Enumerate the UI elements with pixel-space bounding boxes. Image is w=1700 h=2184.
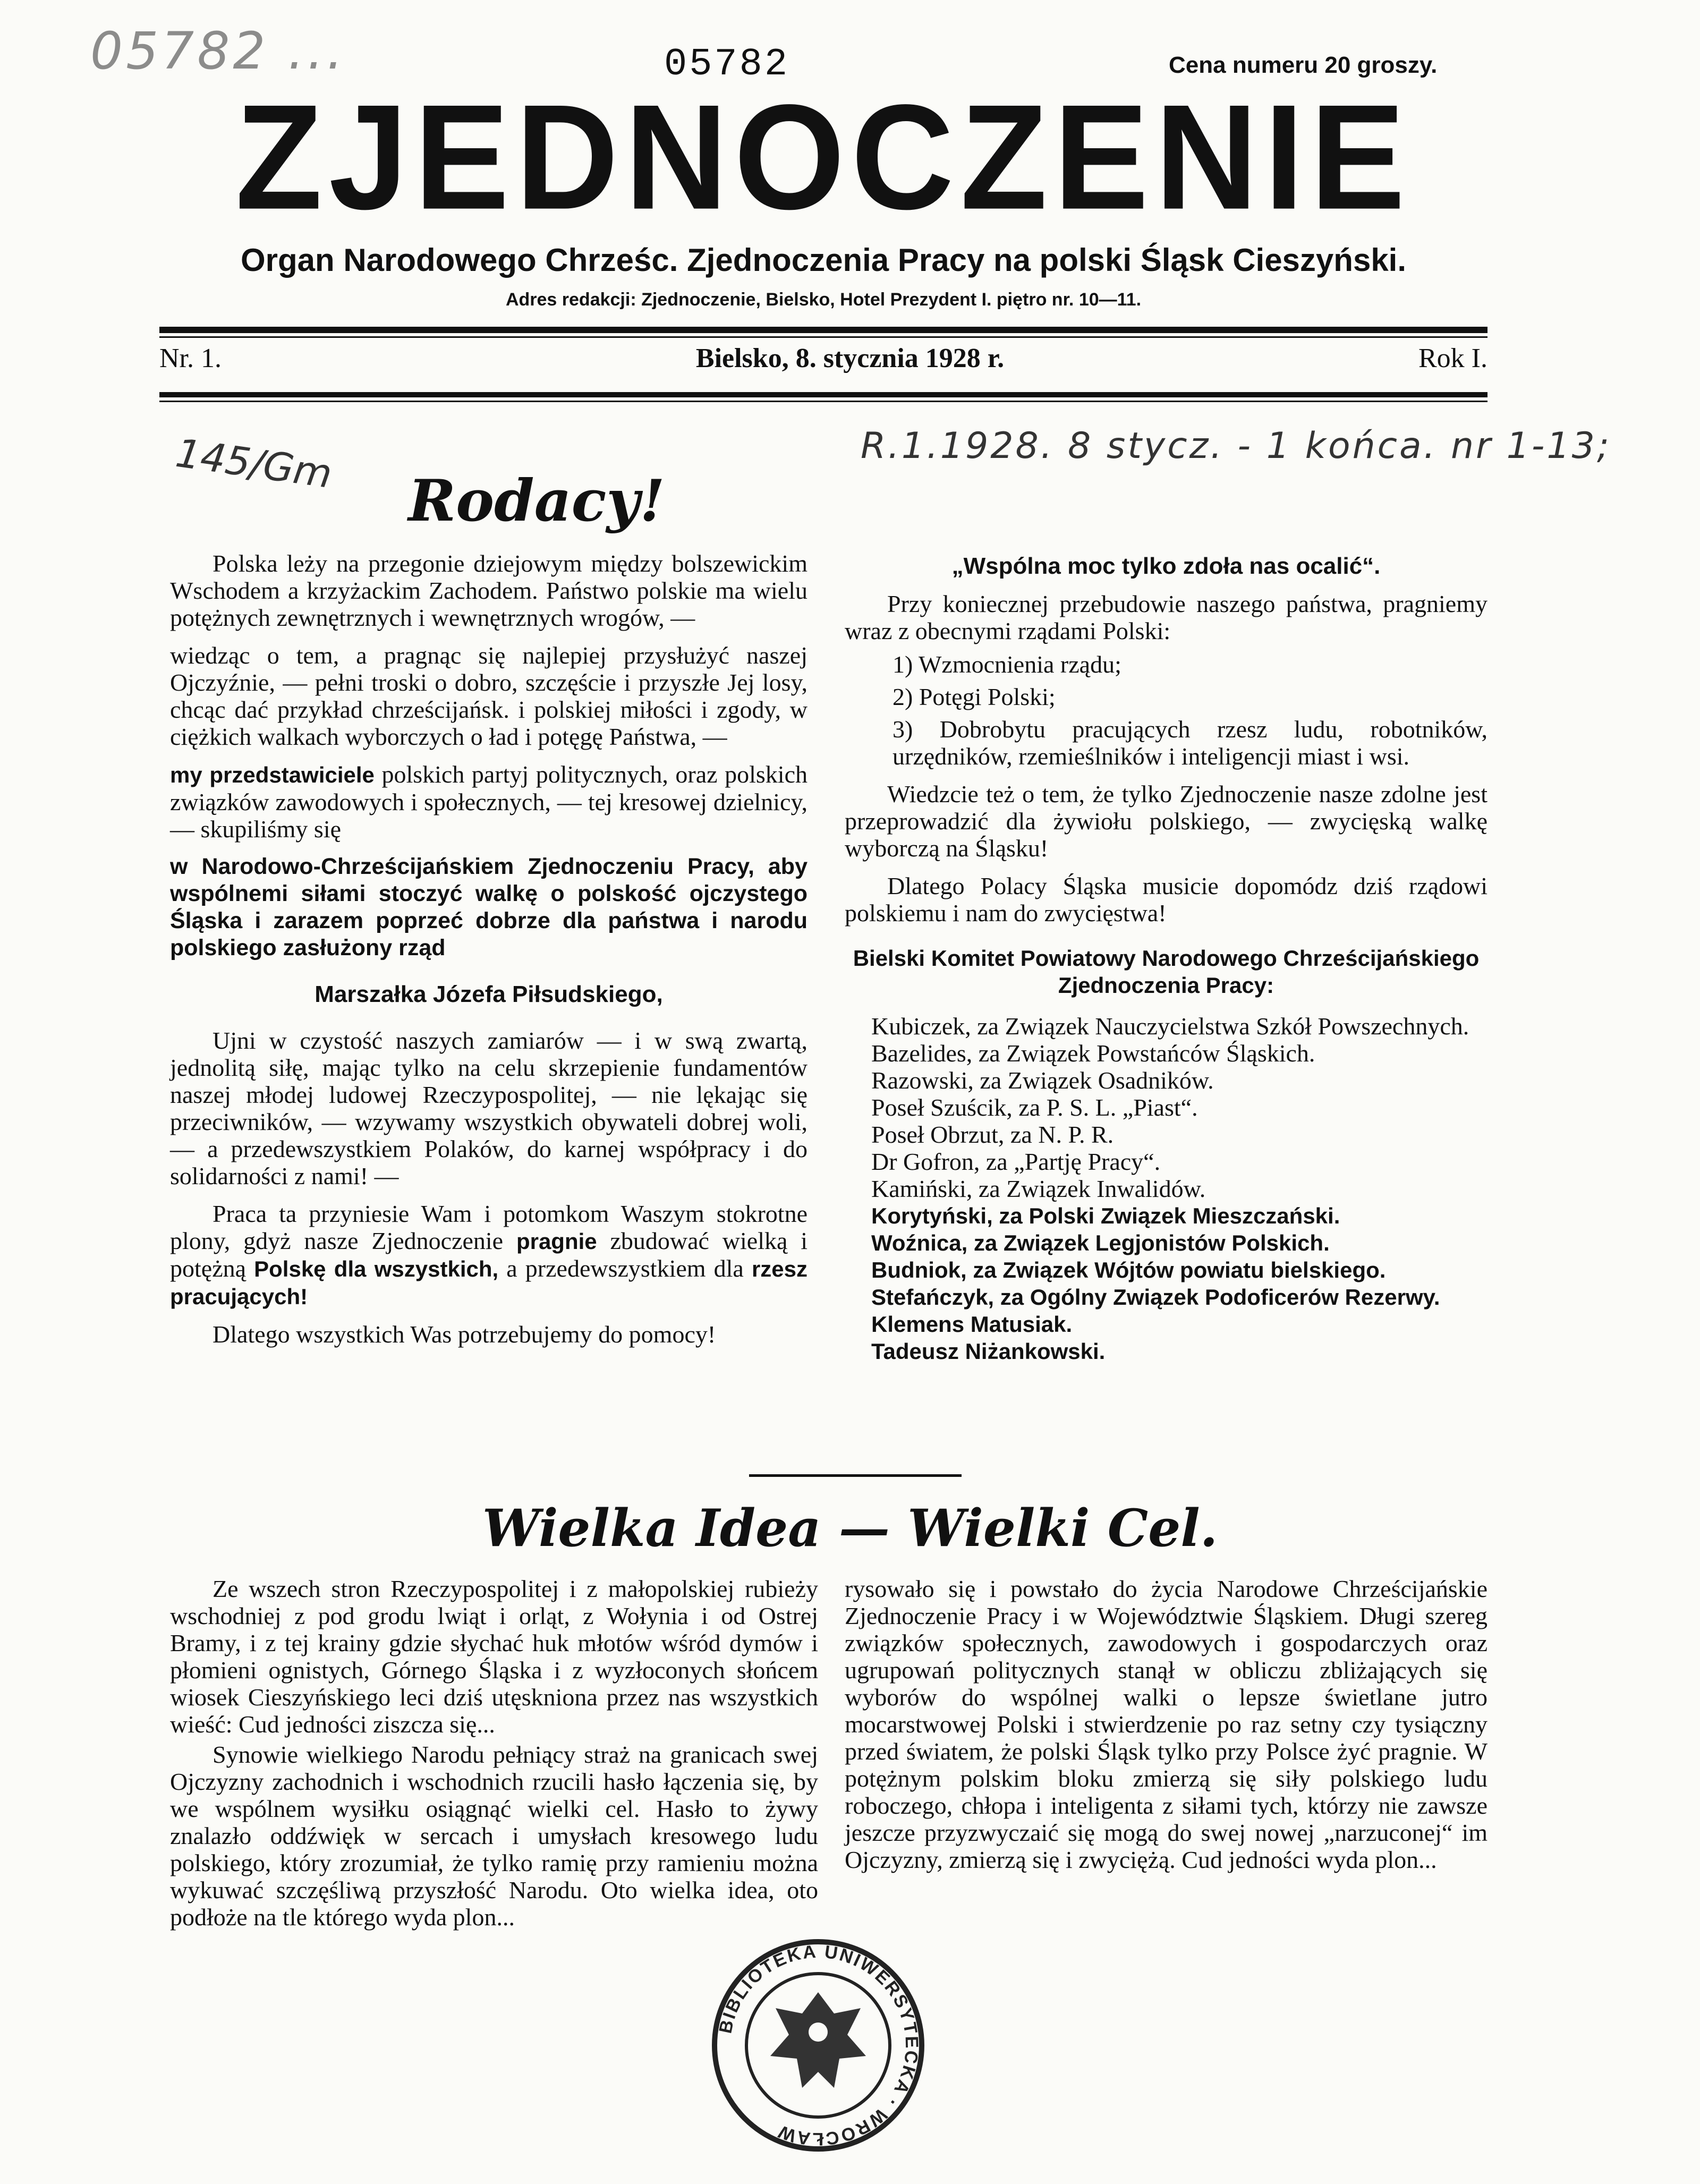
list-item: Woźnica, za Związek Legjonistów Polskich. bbox=[871, 1230, 1330, 1255]
header-rule-top bbox=[159, 327, 1488, 333]
handwritten-number: 05782 ... bbox=[90, 21, 346, 81]
header-rule-top-thin bbox=[159, 336, 1488, 338]
editorial-address: Adres redakcji: Zjednoczenie, Bielsko, Hotel Prezydent I. piętro nr. 10—11. bbox=[505, 290, 1142, 310]
library-stamp bbox=[707, 1934, 930, 2157]
bold-phrase: my przedstawiciele bbox=[170, 762, 375, 787]
paragraph bbox=[170, 761, 808, 843]
list-item: 1) Wzmocnienia rządu; bbox=[892, 651, 1121, 678]
list-item: Poseł Szuścik, za P. S. L. „Piast“. bbox=[871, 1094, 1198, 1121]
paragraph: Dlatego wszystkich Was potrzebujemy do pomocy! bbox=[212, 1321, 716, 1348]
paragraph: Synowie wielkiego Narodu pełniący straż na granicach swej Ojczyzny zachodnich i wschodnich rzucili hasło łączenia się, by we wspólnem wysiłku osiągnąć wielki cel. Hasło to żywy znalazło oddźwięk w sercach i umysłach kresowego ludu polskiego, który zrozumiał, że tylko ramię przy ramieniu można wykuwać szczęśliwą przyszłość Narodu. Oto wielka idea, oto podłoże na tle którego wyda plon... bbox=[170, 1741, 818, 1931]
list-item: Budniok, za Związek Wójtów powiatu bielskiego. bbox=[871, 1257, 1386, 1282]
bold-phrase: rzesz pracujących! bbox=[170, 1256, 808, 1309]
paragraph: Ze wszech stron Rzeczypospolitej i z małopolskiej rubieży wschodniej z pod grodu lwiąt i orląt, z Wołynia i od Ostrej Bramy, i z tej krainy gdzie słychać huk młotów wśród dymów i płomieni ognistych, Górnego Śląska i z wyzłoconych słońcem wiosek Cieszyńskiego leci dziś utęskniona przez nas wszystkich wieść: Cud jedności ziszcza się... bbox=[170, 1575, 818, 1738]
list-item: Bazelides, za Związek Powstańców Śląskich. bbox=[871, 1040, 1315, 1067]
paragraph: Dlatego Polacy Śląska musicie dopomódz dziś rządowi polskiemu i nam do zwycięstwa! bbox=[845, 872, 1488, 927]
masthead-title: ZJEDNOCZENIE bbox=[235, 73, 1412, 241]
list-item: 3) Dobrobytu pracujących rzesz ludu, robotników, urzędników, rzemieślników i inteligencji miast i wsi. bbox=[892, 716, 1488, 770]
list-item: Korytyński, za Polski Związek Mieszczański. bbox=[871, 1203, 1340, 1228]
list-item: Kamiński, za Związek Inwalidów. bbox=[871, 1175, 1206, 1202]
text-run: polskich partyj politycznych, oraz polskich związków zawodowych i społecznych, — tej kresowej dzielnicy, — skupiliśmy się bbox=[170, 761, 808, 843]
text-run: Praca ta przyniesie Wam i potomkom Waszym stokrotne plony, gdyż nasze Zjednoczenie bbox=[170, 1200, 808, 1254]
text-run: a przedewszystkiem dla bbox=[498, 1255, 752, 1282]
catalog-annotation: R.1.1928. 8 stycz. - 1 końca. nr 1-13; bbox=[861, 425, 1611, 467]
masthead-subtitle: Organ Narodowego Chrześc. Zjednoczenia Pracy na polski Śląsk Cieszyński. bbox=[240, 242, 1407, 278]
issue-number: Nr. 1. bbox=[159, 343, 222, 373]
article2-right-column bbox=[845, 1575, 1488, 1873]
paragraph bbox=[170, 1200, 808, 1310]
article1-title: Rodacy! bbox=[408, 468, 665, 534]
list-item: Poseł Obrzut, za N. P. R. bbox=[871, 1121, 1114, 1148]
article1-right-column bbox=[845, 553, 1488, 1365]
marshal-name: Marszałka Józefa Piłsudskiego, bbox=[314, 981, 663, 1007]
list-item: Stefańczyk, za Ogólny Związek Podoficerów Rezerwy. bbox=[871, 1285, 1440, 1310]
list-item: Dr Gofron, za „Partję Pracy“. bbox=[871, 1148, 1161, 1175]
list-item: Kubiczek, za Związek Nauczycielstwa Szkół Powszechnych. bbox=[871, 1013, 1469, 1040]
slogan: „Wspólna moc tylko zdoła nas ocalić“. bbox=[951, 553, 1381, 579]
paragraph: Wiedzcie też o tem, że tylko Zjednoczenie nasze zdolne jest przeprowadzić dla żywiołu polskiego, — zwycięską walkę wyborczą na Śląsku! bbox=[845, 780, 1488, 862]
paragraph: rysowało się i powstało do życia Narodowe Chrześcijańskie Zjednoczenie Pracy i w Województwie Śląskiem. Długi szereg związków społecznych, zawodowych i gospodarczych oraz ugrupowań politycznych stanął w obliczu zbliżających się wyborów do wspólnej walki o lepsze świetlane jutro mocarstwowej Polski i stwierdzenie po raz setny czy tysiączny przed światem, że polski Śląsk tylko przy Polsce żyć pragnie. W potężnym polskim bloku zmierzą się siły polskiego ludu roboczego, chłopa i inteligenta z siłami tych, którzy nie zawsze jeszcze przyzwyczaić się mogą do swej nowej „narzuconej“ im Ojczyzny, zmierzą się i zwyciężą. Cud jedności wyda plon... bbox=[845, 1575, 1488, 1873]
paragraph: Polska leży na przegonie dziejowym między bolszewickim Wschodem a krzyżackim Zachodem. Państwo polskie ma wielu potężnych zewnętrznych i wewnętrznych wrogów, — bbox=[170, 550, 808, 631]
list-item: Razowski, za Związek Osadników. bbox=[871, 1067, 1214, 1094]
paragraph: wiedząc o tem, a pragnąc się najlepiej przysłużyć naszej Ojczyźnie, — pełni troski o dobro, szczęście i przyszłe Jej losy, chcąc dać przykład chrześcijańsk. i polskiej miłości i zgody, w ciężkich walkach wyborczych o ład i potęgę Państwa, — bbox=[170, 642, 808, 750]
list-item: Klemens Matusiak. bbox=[871, 1312, 1073, 1337]
place-date: Bielsko, 8. stycznia 1928 r. bbox=[695, 343, 1005, 373]
margin-annotation: 145/Gm bbox=[173, 430, 335, 498]
stamp-text: BIBLIOTEKA UNIWERSYTECKA · WROCŁAW bbox=[715, 1941, 922, 2149]
bold-phrase: Polskę dla wszystkich, bbox=[254, 1256, 499, 1281]
committee-heading: Bielski Komitet Powiatowy Narodowego Chrześcijańskiego Zjednoczenia Pracy: bbox=[853, 946, 1480, 998]
article1-left-column bbox=[170, 550, 808, 1348]
list-item: Tadeusz Niżankowski. bbox=[871, 1339, 1106, 1364]
text-run: zbudować wielką i potężną bbox=[170, 1227, 808, 1282]
price: Cena numeru 20 groszy. bbox=[1169, 52, 1438, 78]
paragraph: w Narodowo-Chrześcijańskiem Zjednoczeniu Pracy, aby wspólnemi siłami stoczyć walkę o polskość ojczystego Śląska i zarazem poprzeć dobrze dla państwa i narodu polskiego zasłużony rząd bbox=[170, 854, 808, 961]
paragraph: Przy koniecznej przebudowie naszego państwa, pragniemy wraz z obecnymi rządami Polski: bbox=[845, 590, 1488, 644]
article2-left-column bbox=[170, 1575, 818, 1931]
paragraph: Ujni w czystość naszych zamiarów — i w swą zwartą, jednolitą siłę, mając tylko na celu skrzepienie fundamentów naszej młodej ludowej Rzeczypospolitej, — nie lękając się przeciwników, — wzywamy wszystkich obywateli dobrej woli, — a przedewszystkiem Polaków, do karnej współpracy i do solidarności z nami! — bbox=[170, 1027, 808, 1189]
signatories-list bbox=[845, 1013, 1488, 1365]
bold-phrase: pragnie bbox=[516, 1229, 597, 1254]
header-rule-bottom-thin bbox=[159, 401, 1488, 402]
article2-title: Wielka Idea — Wielki Cel. bbox=[482, 1498, 1218, 1558]
section-divider bbox=[749, 1474, 962, 1477]
volume-year: Rok I. bbox=[1418, 343, 1488, 373]
issue-stamp-number: 05782 bbox=[664, 43, 790, 86]
stamp-seal-icon bbox=[707, 1934, 930, 2157]
points-list bbox=[845, 651, 1488, 770]
header-rule-bottom bbox=[159, 392, 1488, 397]
list-item: 2) Potęgi Polski; bbox=[892, 683, 1056, 710]
